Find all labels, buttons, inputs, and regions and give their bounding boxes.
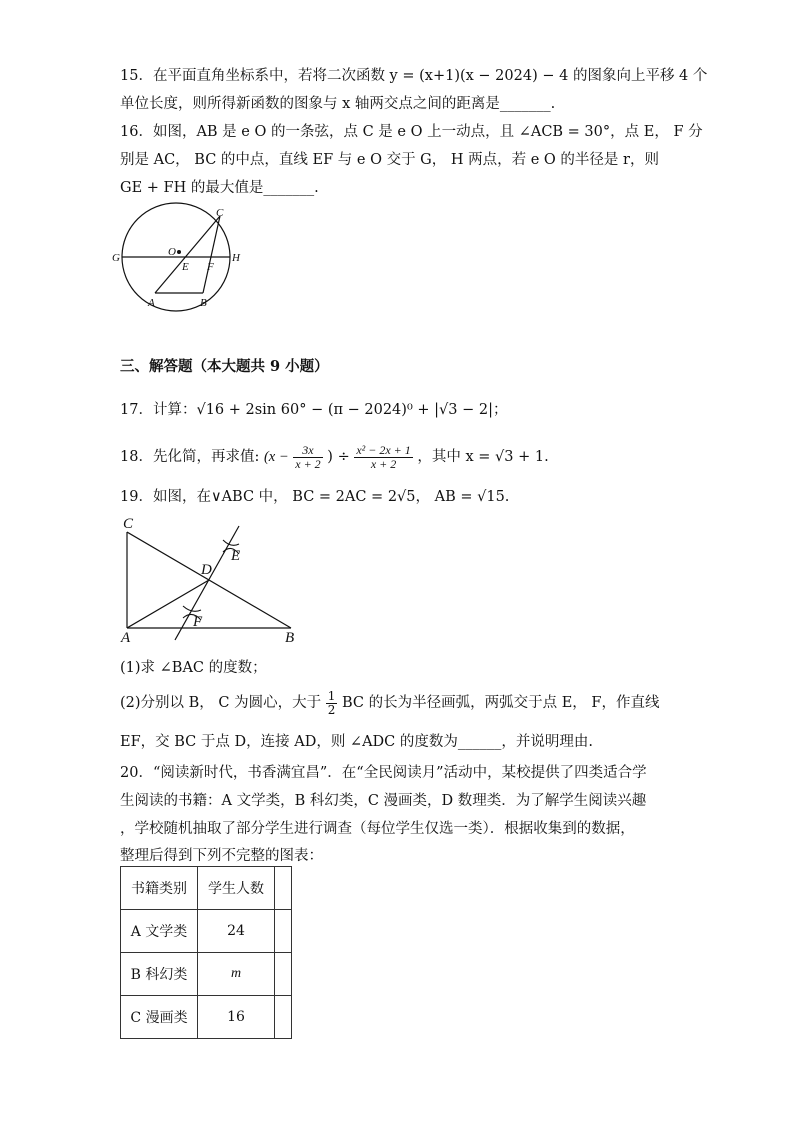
table-header-row bbox=[121, 867, 292, 910]
row-extra bbox=[275, 996, 292, 1039]
q18-prefix: 18．先化简，再求值: bbox=[120, 449, 260, 465]
q19-half-den: 2 bbox=[327, 702, 336, 717]
q18-expr-mid: ) ÷ bbox=[327, 449, 350, 465]
q19-part2-line1 bbox=[120, 688, 659, 718]
header-count: 学生人数 bbox=[198, 867, 275, 910]
q16-line3: GE + FH 的最大值是_______. bbox=[120, 180, 319, 196]
label-G: G bbox=[112, 252, 120, 264]
label-F2: F bbox=[193, 614, 203, 630]
q18 bbox=[120, 440, 549, 474]
books-table bbox=[120, 866, 292, 1039]
section-heading: 三、解答题（本大题共 9 小题） bbox=[120, 358, 329, 375]
q20-line3: ，学校随机抽取了部分学生进行调查（每位学生仅选一类）．根据收集到的数据， bbox=[120, 821, 635, 837]
row-extra bbox=[275, 953, 292, 996]
table-row bbox=[121, 953, 292, 996]
triangle-diagram bbox=[115, 512, 305, 644]
q15-line1: 15．在平面直角坐标系中，若将二次函数 y = (x+1)(x − 2024) − 4 的图象向上平移 4 个 bbox=[120, 68, 708, 84]
label-B2: B bbox=[285, 630, 295, 644]
q19-part2-line2: EF，交 BC 于点 D，连接 AD，则 ∠ADC 的度数为______，并说明理由. bbox=[120, 734, 593, 750]
q19-part1: (1)求 ∠BAC 的度数； bbox=[120, 660, 267, 676]
label-D2: D bbox=[201, 562, 212, 578]
row-count: 24 bbox=[198, 910, 275, 953]
label-O: O bbox=[168, 246, 176, 258]
q18-frac1-num: 3x bbox=[293, 444, 322, 458]
q15-line2: 单位长度，则所得新函数的图象与 x 轴两交点之间的距离是_______. bbox=[120, 96, 556, 112]
table-row bbox=[121, 910, 292, 953]
row-category: A 文学类 bbox=[121, 910, 198, 953]
q19-part2-b: BC 的长为半径画弧，两弧交于点 E， F，作直线 bbox=[341, 695, 660, 711]
row-category: C 漫画类 bbox=[121, 996, 198, 1039]
row-count: 16 bbox=[198, 996, 275, 1039]
label-H: H bbox=[232, 252, 240, 264]
q18-expr-left: (x − bbox=[263, 449, 289, 465]
row-count: m bbox=[198, 953, 275, 996]
q18-frac2-den: x + 2 bbox=[370, 456, 397, 471]
q20-line2: 生阅读的书籍：A 文学类，B 科幻类，C 漫画类，D 数理类．为了解学生阅读兴趣 bbox=[120, 793, 647, 809]
label-B: B bbox=[200, 297, 207, 309]
q18-frac1 bbox=[293, 444, 322, 471]
q18-frac2 bbox=[354, 444, 412, 471]
header-category: 书籍类别 bbox=[121, 867, 198, 910]
q19-half-frac bbox=[326, 690, 338, 717]
q19-line1: 19．如图，在∨ABC 中， BC = 2AC = 2√5， AB = √15. bbox=[120, 489, 510, 505]
label-E2: E bbox=[231, 548, 241, 564]
q18-frac1-den: x + 2 bbox=[295, 456, 321, 471]
header-extra bbox=[275, 867, 292, 910]
label-E: E bbox=[182, 261, 189, 273]
q17: 17．计算：√16 + 2sin 60° − (π − 2024)⁰ + |√3 − 2|； bbox=[120, 402, 508, 418]
q16-line2: 别是 AC， BC 的中点，直线 EF 与 e O 交于 G， H 两点，若 e O 的半径是 r，则 bbox=[120, 152, 659, 168]
label-F: F bbox=[207, 261, 214, 273]
label-C: C bbox=[216, 207, 224, 219]
row-extra bbox=[275, 910, 292, 953]
q18-frac2-num: x² − 2x + 1 bbox=[356, 442, 411, 457]
q19-half-num: 1 bbox=[327, 688, 336, 703]
label-C2: C bbox=[123, 516, 134, 532]
q20-line4: 整理后得到下列不完整的图表： bbox=[120, 848, 323, 864]
q20-line1: 20．“阅读新时代，书香满宜昌”．在“全民阅读月”活动中，某校提供了四类适合学 bbox=[120, 765, 647, 781]
q19-part2-a: (2)分别以 B， C 为圆心，大于 bbox=[120, 695, 322, 711]
label-A2: A bbox=[121, 630, 131, 644]
circle-diagram bbox=[110, 200, 260, 315]
row-category: B 科幻类 bbox=[121, 953, 198, 996]
label-A: A bbox=[148, 297, 155, 309]
table-row bbox=[121, 996, 292, 1039]
q18-suffix: ，其中 x = √3 + 1. bbox=[417, 449, 549, 465]
q16-line1: 16．如图，AB 是 e O 的一条弦，点 C 是 e O 上一动点，且 ∠ACB = 30°，点 E， F 分 bbox=[120, 124, 703, 140]
